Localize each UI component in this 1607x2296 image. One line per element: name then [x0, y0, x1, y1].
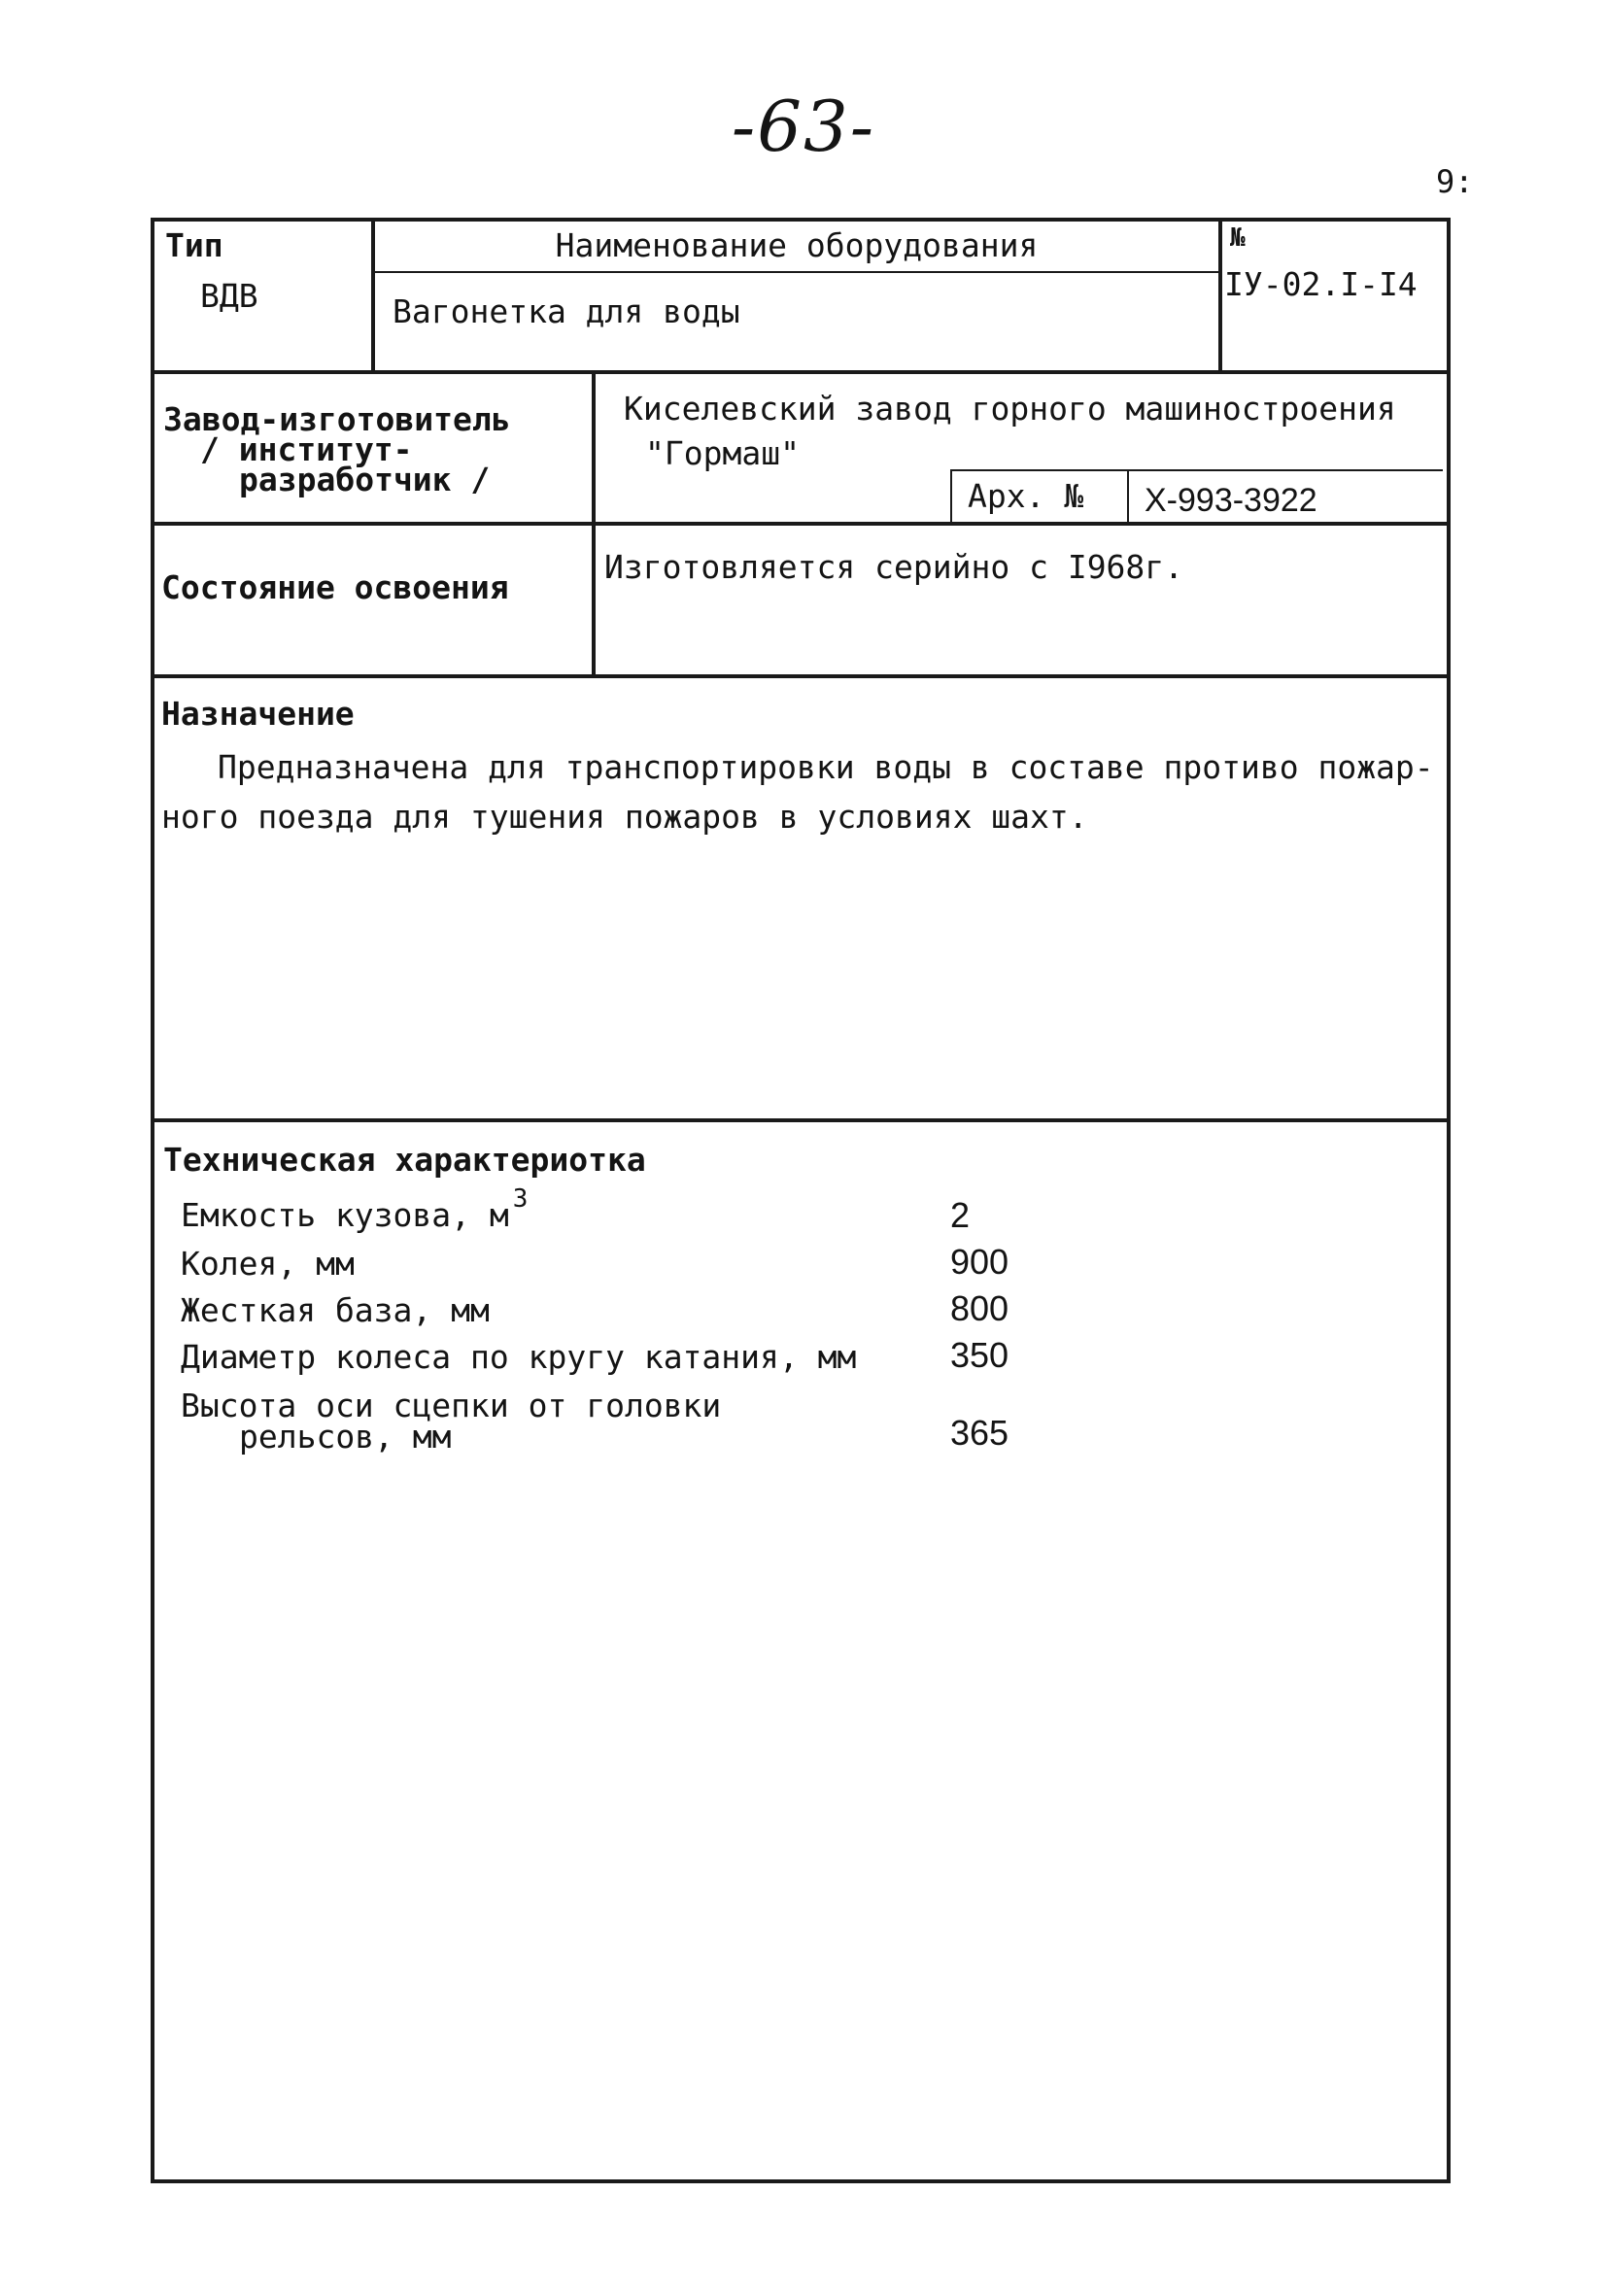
- archive-box-left: [950, 469, 952, 522]
- spec-value-coupling-height: 365: [950, 1413, 1009, 1453]
- type-value: ВДВ: [200, 277, 258, 315]
- spec-unit-superscript: 3: [512, 1184, 529, 1214]
- spec-value-body-capacity: 2: [950, 1195, 971, 1235]
- row-divider-status: [151, 674, 1447, 678]
- archive-box-top: [950, 469, 1443, 471]
- archive-label: Арх. №: [968, 477, 1084, 515]
- spec-label-wheelbase: Жесткая база, мм: [181, 1291, 490, 1329]
- spec-value-track-gauge: 900: [950, 1242, 1009, 1282]
- number-label: №: [1230, 223, 1246, 253]
- spec-label-track-gauge: Колея, мм: [181, 1245, 355, 1283]
- spec-label-coupling-height-line1: Высота оси сцепки от головки: [181, 1387, 722, 1424]
- manufacturer-value-line1: Киселевский завод горного машиностроения: [624, 390, 1396, 428]
- spec-value-wheel-diameter: 350: [950, 1335, 1009, 1375]
- archive-value: Х-993-3922: [1145, 482, 1317, 519]
- purpose-title: Назначение: [161, 695, 355, 733]
- equipment-name-label: Наименование оборудования: [555, 226, 1039, 264]
- manufacturer-label-line1: Завод-изготовитель: [163, 400, 511, 438]
- archive-box-divider: [1127, 469, 1129, 522]
- spec-value-wheelbase: 800: [950, 1288, 1009, 1328]
- manufacturer-value-line2: "Гормаш": [645, 434, 800, 472]
- col-divider-labels: [592, 374, 596, 674]
- col-divider-number: [1218, 222, 1222, 370]
- row-divider-header: [151, 370, 1447, 374]
- archive-corner-mark: 9:: [1436, 163, 1474, 200]
- status-value: Изготовляется серийно с I968г.: [604, 548, 1184, 586]
- type-label: Тип: [165, 226, 223, 264]
- manufacturer-label-line2: / институт-: [200, 430, 413, 468]
- spec-label-body-capacity: Емкость кузова, м $^3$: [181, 1184, 529, 1234]
- specs-title: Техническая характериотка: [163, 1141, 646, 1179]
- page-number: -63-: [731, 86, 876, 167]
- status-label: Состояние освоения: [161, 568, 509, 606]
- number-value: IУ-02.I-I4: [1224, 265, 1418, 303]
- row-divider-manufacturer: [151, 522, 1447, 526]
- spec-label-coupling-height-line2: рельсов, мм: [239, 1418, 452, 1456]
- equipment-name-value: Вагонетка для воды: [393, 292, 740, 330]
- row-divider-purpose: [151, 1118, 1447, 1122]
- manufacturer-label-line3: разработчик /: [239, 461, 491, 498]
- purpose-line1: Предназначена для транспортировки воды в составе противо пожар-: [218, 748, 1434, 786]
- spec-label-wheel-diameter: Диаметр колеса по кругу катания, мм: [181, 1338, 857, 1376]
- name-underline: [375, 271, 1218, 273]
- purpose-line2: ного поезда для тушения пожаров в условиях шахт.: [161, 798, 1088, 836]
